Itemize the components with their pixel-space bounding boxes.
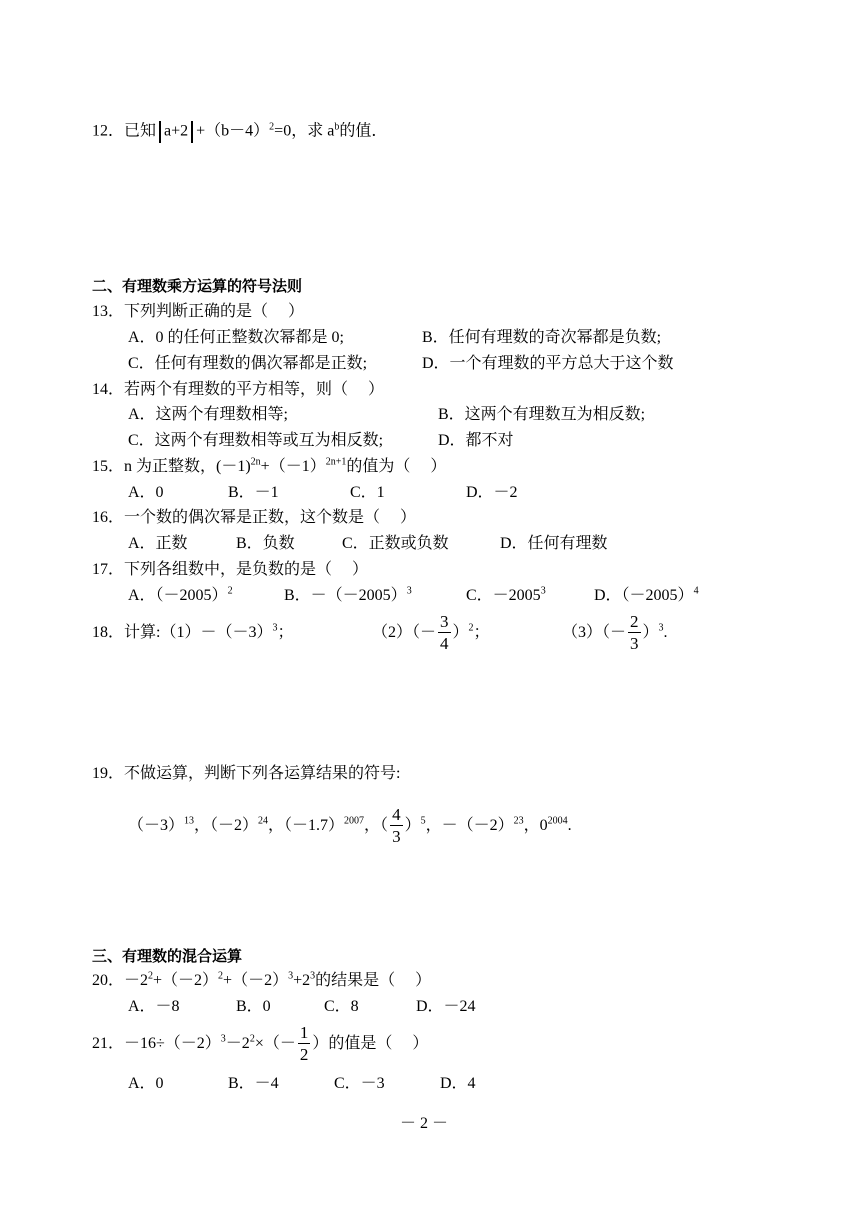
q18-text: ） [452, 624, 469, 641]
abs-bar-right [191, 121, 193, 143]
question-21-stem [92, 1019, 428, 1069]
q16-option-c: C．正数或负数 [342, 535, 449, 552]
q18-text: （2）（－ [372, 624, 437, 641]
q21-option-a: A．0 [128, 1075, 164, 1092]
q17-option-b [284, 586, 412, 606]
q21-option-c: C．－3 [334, 1075, 385, 1092]
q12-exp: 2 [269, 121, 275, 133]
q20-exp: 2 [148, 970, 154, 982]
q20-exp: 2 [218, 970, 224, 982]
question-16-stem: 16．一个数的偶次幂是正数，这个数是（ ） [92, 509, 417, 526]
q17-option-d [594, 586, 699, 606]
q19-text: ） [404, 817, 421, 834]
question-14-stem: 14．若两个有理数的平方相等，则（ ） [92, 381, 385, 398]
fraction-numerator: 2 [630, 611, 639, 631]
q19-text: ，－（－2） [425, 817, 514, 834]
q17c-text: C．－2005 [466, 587, 541, 604]
q17d-text: D．（－2005） [594, 587, 694, 604]
q17c-exp: 3 [540, 585, 546, 597]
q15-text: 15．n 为正整数，(－1) [92, 458, 251, 475]
q18-text: （3）（－ [562, 624, 627, 641]
q14-option-b: B．这两个有理数互为相反数; [438, 406, 646, 423]
question-17-stem: 17．下列各组数中，是负数的是（ ） [92, 561, 369, 578]
q21-text: ×（－ [254, 1035, 296, 1052]
q13-option-d: D．一个有理数的平方总大于这个数 [422, 355, 674, 372]
q14-option-d: D．都不对 [438, 432, 514, 449]
q16-option-b: B．负数 [236, 535, 295, 552]
q17b-text: B．－（－2005） [284, 587, 407, 604]
q13-option-c: C．任何有理数的偶次幂都是正数; [128, 355, 368, 372]
q16-option-a: A．正数 [128, 535, 188, 552]
q18-exp: 3 [658, 622, 664, 634]
q17b-exp: 3 [406, 585, 412, 597]
fraction-denominator: 4 [440, 633, 449, 653]
q19-exp: 23 [513, 815, 524, 827]
q19-text: ，0 [523, 817, 548, 834]
q19-exp: 24 [258, 815, 269, 827]
q21-exp: 3 [220, 1033, 226, 1045]
q18-text: . [663, 624, 668, 641]
q20-text: +（－2） [223, 972, 289, 989]
q15-option-d: D．－2 [466, 484, 518, 501]
fraction [390, 805, 403, 848]
fraction-numerator: 4 [392, 804, 401, 824]
q20-text: +（－2） [153, 972, 219, 989]
q12-exp: b [334, 121, 340, 133]
q19-text: （－3） [128, 817, 185, 834]
question-20-stem [92, 971, 431, 991]
q18-exp: 2 [468, 622, 474, 634]
q20-option-b: B．0 [236, 998, 271, 1015]
q15-exp: 2n [250, 456, 261, 468]
q15-option-c: C．1 [350, 484, 385, 501]
q12-abs-content: a+2 [164, 122, 189, 140]
fraction [438, 612, 451, 655]
q12-text: =0，求 a [274, 122, 335, 140]
q17-option-c [466, 586, 546, 606]
q15-text: +（－1） [260, 458, 326, 475]
q20-option-d: D．－24 [416, 998, 476, 1015]
q17a-text: A．（－2005） [128, 587, 228, 604]
fraction-numerator: 3 [440, 611, 449, 631]
q20-text: 20．－2 [92, 972, 149, 989]
q15-exp: 2n+1 [325, 456, 347, 468]
q17d-exp: 4 [693, 585, 699, 597]
q13-option-a: A．0 的任何正整数次幂都是 0; [128, 329, 345, 346]
q19-exp: 2007 [344, 815, 365, 827]
section-3-heading: 三、有理数的混合运算 [92, 947, 243, 965]
q21-text: ）的值是（ ） [312, 1035, 429, 1052]
question-18-part2 [372, 608, 490, 658]
q21-option-b: B．－4 [228, 1075, 279, 1092]
fraction [298, 1023, 311, 1066]
q18-text: 18．计算:（1）－（－3） [92, 624, 273, 641]
question-13-stem: 13．下列判断正确的是（ ） [92, 303, 305, 320]
fraction-denominator: 3 [392, 826, 401, 846]
fraction-numerator: 1 [299, 1022, 309, 1042]
section-2-heading: 二、有理数乘方运算的符号法则 [92, 277, 303, 295]
q15-option-a: A．0 [128, 484, 164, 501]
q19-exp: 2004 [547, 815, 568, 827]
q14-option-c: C．这两个有理数相等或互为相反数; [128, 432, 384, 449]
q15-text: 的值为（ ） [346, 458, 447, 475]
question-18-part1 [92, 608, 293, 658]
abs-bar-left [159, 121, 161, 143]
q13-option-b: B．任何有理数的奇次幂都是负数; [422, 329, 662, 346]
q12-text: 的值． [339, 122, 388, 140]
fraction-denominator: 2 [299, 1044, 309, 1064]
q18-exp: 3 [272, 622, 278, 634]
q21-text: 21．－16÷（－2） [92, 1035, 221, 1052]
q20-option-c: C．8 [324, 998, 359, 1015]
q14-option-a: A．这两个有理数相等; [128, 406, 289, 423]
q19-text: ，（－2） [194, 817, 259, 834]
q19-exp: 5 [420, 815, 426, 827]
q19-exp: 13 [184, 815, 195, 827]
question-19-expressions [128, 801, 572, 851]
question-19-stem: 19．不做运算，判断下列各运算结果的符号: [92, 765, 401, 782]
q19-text: ，（－1.7） [268, 817, 345, 834]
q15-option-b: B．－1 [228, 484, 279, 501]
q20-option-a: A．－8 [128, 998, 180, 1015]
q20-exp: 3 [288, 970, 294, 982]
question-18-part3 [562, 608, 668, 658]
q20-text: +2 [293, 972, 311, 989]
q12-text: +（b－4） [196, 122, 270, 140]
q16-option-d: D．任何有理数 [500, 535, 608, 552]
q20-exp: 3 [310, 970, 316, 982]
q21-text: －2 [225, 1035, 250, 1052]
q17-option-a [128, 586, 233, 606]
q21-option-d: D．4 [440, 1075, 476, 1092]
page-number: － 2 － [400, 1115, 449, 1132]
q18-text: ； [473, 624, 490, 641]
question-12 [92, 121, 387, 143]
fraction [628, 612, 641, 655]
q19-text: . [567, 817, 572, 834]
q18-text: ； [277, 624, 294, 641]
q12-prefix: 12．已知 [92, 122, 157, 140]
q20-text: 的结果是（ ） [315, 972, 432, 989]
q18-text: ） [642, 624, 659, 641]
q21-exp: 2 [249, 1033, 255, 1045]
q17a-exp: 2 [227, 585, 233, 597]
q19-text: ，（ [364, 817, 389, 834]
question-15-stem [92, 457, 446, 477]
fraction-denominator: 3 [630, 633, 639, 653]
